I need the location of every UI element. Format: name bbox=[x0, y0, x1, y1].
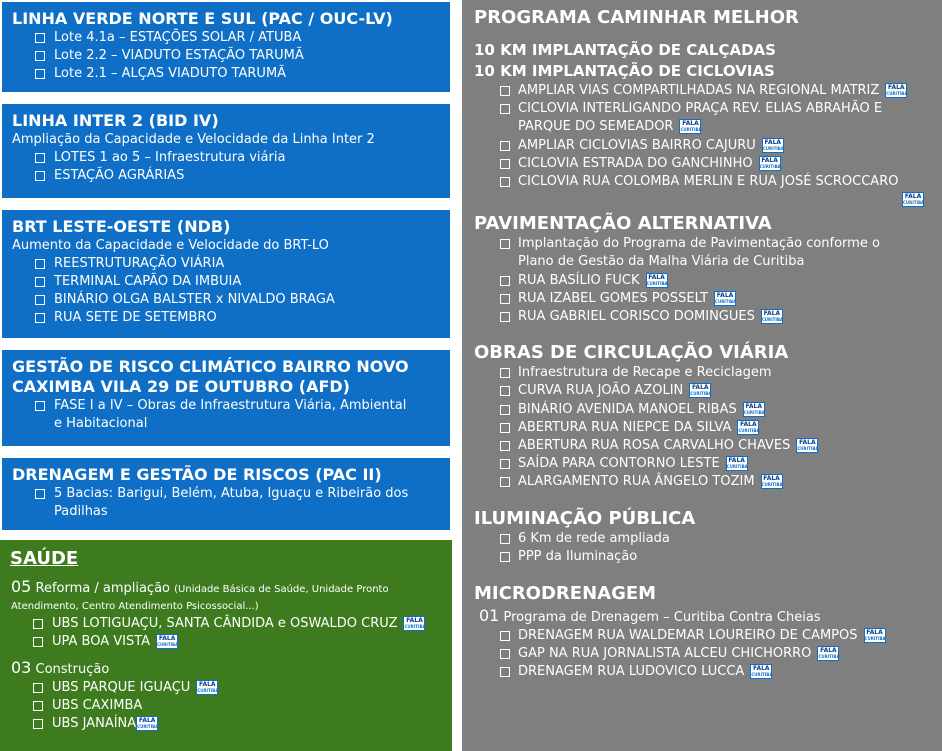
fala-curitiba-icon: FALA CURITIBA bbox=[762, 138, 784, 151]
list-item: UBS JANAÍNA FALA CURITIBA bbox=[10, 715, 442, 733]
list-item: CURVA RUA JOÃO AZOLIN FALA CURITIBA bbox=[474, 382, 932, 400]
fala-curitiba-icon: FALA CURITIBA bbox=[761, 310, 783, 323]
list-item: RUA BASÍLIO FUCK FALA CURITIBA bbox=[474, 272, 932, 290]
section-title: MICRODRENAGEM bbox=[474, 583, 657, 605]
right-column bbox=[462, 0, 942, 751]
list-item: UBS PARQUE IGUAÇU FALA CURITIBA bbox=[10, 679, 442, 697]
list-item: Implantação do Programa de Pavimentação conforme o bbox=[474, 235, 932, 253]
section-title: BRT LESTE-OESTE (NDB) bbox=[12, 217, 231, 236]
section-title: OBRAS DE CIRCULAÇÃO VIÁRIA bbox=[474, 342, 789, 364]
checkbox-icon bbox=[500, 631, 510, 641]
checkbox-icon bbox=[33, 637, 43, 647]
checkbox-icon bbox=[500, 477, 510, 487]
fala-curitiba-icon: FALA CURITIBA bbox=[726, 457, 748, 470]
fala-curitiba-icon: FALA CURITIBA bbox=[690, 384, 712, 397]
fala-curitiba-icon: FALA CURITIBA bbox=[646, 273, 668, 286]
fala-curitiba-icon: FALA CURITIBA bbox=[864, 629, 886, 642]
reforma-heading: 05 Reforma / ampliação (Unidade Básica de Saúde, Unidade Pronto bbox=[11, 577, 389, 596]
list-item-continued: PARQUE DO SEMEADOR FALA CURITIBA bbox=[518, 119, 702, 135]
list-item: Infraestrutura de Recape e Reciclagem bbox=[474, 364, 932, 382]
section-drenagem-gestao-riscos bbox=[2, 458, 450, 530]
list-item: AMPLIAR CICLOVIAS BAIRRO CAJURU FALA CURITIBA bbox=[474, 137, 932, 155]
section-linha-inter-2 bbox=[2, 104, 450, 198]
list-item: FASE I a IV – Obras de Infraestrutura Viária, Ambiental bbox=[12, 397, 440, 415]
checkbox-icon bbox=[500, 423, 510, 433]
checkbox-icon bbox=[500, 649, 510, 659]
checkbox-icon bbox=[35, 51, 45, 61]
section-title: SAÚDE bbox=[10, 548, 79, 569]
list-item: UBS CAXIMBA bbox=[10, 697, 442, 715]
fala-curitiba-icon: FALA CURITIBA bbox=[715, 291, 737, 304]
checkbox-icon bbox=[500, 368, 510, 378]
list-item: Lote 2.1 – ALÇAS VIADUTO TARUMÃ bbox=[12, 65, 440, 83]
checkbox-icon bbox=[33, 683, 43, 693]
checkbox-icon bbox=[35, 489, 45, 499]
checkbox-icon bbox=[33, 719, 43, 729]
list-item: ESTAÇÃO AGRÁRIAS bbox=[12, 167, 440, 185]
section-title-line-2: CAXIMBA VILA 29 DE OUTUBRO (AFD) bbox=[12, 377, 350, 396]
list-item: DRENAGEM RUA LUDOVICO LUCCA FALA CURITIBA bbox=[474, 663, 932, 681]
list-item: REESTRUTURAÇÃO VIÁRIA bbox=[12, 255, 440, 273]
checkbox-icon bbox=[500, 667, 510, 677]
section-saude bbox=[0, 540, 452, 751]
programa-heading: 01 Programa de Drenagem – Curitiba Contra Cheias bbox=[479, 606, 821, 626]
fala-row bbox=[474, 191, 932, 207]
checkbox-icon bbox=[35, 153, 45, 163]
section-obras-circulacao-viaria bbox=[474, 342, 932, 491]
list-item: SAÍDA PARA CONTORNO LESTE FALA CURITIBA bbox=[474, 455, 932, 473]
section-heading: 10 KM IMPLANTAÇÃO DE CALÇADAS bbox=[474, 41, 776, 59]
list-item: Lote 4.1a – ESTAÇÕES SOLAR / ATUBA bbox=[12, 29, 440, 47]
checkbox-icon bbox=[35, 277, 45, 287]
section-title-line-1: GESTÃO DE RISCO CLIMÁTICO BAIRRO NOVO bbox=[12, 357, 409, 376]
list-item: 6 Km de rede ampliada bbox=[474, 530, 932, 548]
fala-curitiba-icon: FALA CURITIBA bbox=[751, 665, 773, 678]
list-item: UPA BOA VISTA FALA CURITIBA bbox=[10, 633, 442, 651]
construcao-heading: 03 Construção bbox=[11, 658, 110, 677]
checkbox-icon bbox=[33, 619, 43, 629]
list-item: BINÁRIO AVENIDA MANOEL RIBAS FALA CURITIBA bbox=[474, 401, 932, 419]
list-item: GAP NA RUA JORNALISTA ALCEU CHICHORRO FALA CURITIBA bbox=[474, 645, 932, 663]
section-microdrenagem bbox=[474, 583, 932, 682]
checkbox-icon bbox=[35, 313, 45, 323]
checkbox-icon bbox=[500, 86, 510, 96]
section-heading: 10 KM IMPLANTAÇÃO DE CICLOVIAS bbox=[474, 62, 775, 80]
section-title: LINHA INTER 2 (BID IV) bbox=[12, 111, 219, 130]
checkbox-icon bbox=[35, 171, 45, 181]
section-title: DRENAGEM E GESTÃO DE RISCOS (PAC II) bbox=[12, 465, 382, 484]
section-subtitle: Ampliação da Capacidade e Velocidade da Linha Inter 2 bbox=[12, 132, 375, 147]
section-title: LINHA VERDE NORTE E SUL (PAC / OUC-LV) bbox=[12, 9, 393, 28]
section-iluminacao-publica bbox=[474, 508, 932, 566]
checkbox-icon bbox=[500, 104, 510, 114]
checkbox-icon bbox=[35, 401, 45, 411]
fala-curitiba-icon: FALA CURITIBA bbox=[680, 120, 702, 133]
checkbox-icon bbox=[500, 239, 510, 249]
section-brt-leste-oeste bbox=[2, 210, 450, 338]
list-item: UBS LOTIGUAÇU, SANTA CÂNDIDA e OSWALDO CRUZ FALA CURITIBA bbox=[10, 615, 442, 633]
section-title: PAVIMENTAÇÃO ALTERNATIVA bbox=[474, 213, 772, 235]
section-linha-verde bbox=[2, 2, 450, 92]
list-item: CICLOVIA INTERLIGANDO PRAÇA REV. ELIAS ABRAHÃO E bbox=[474, 100, 932, 118]
checkbox-icon bbox=[500, 141, 510, 151]
checkbox-icon bbox=[33, 701, 43, 711]
checkbox-icon bbox=[500, 312, 510, 322]
section-title: ILUMINAÇÃO PÚBLICA bbox=[474, 507, 696, 529]
checkbox-icon bbox=[500, 459, 510, 469]
fala-curitiba-icon: FALA CURITIBA bbox=[797, 439, 819, 452]
section-pavimentacao-alternativa bbox=[474, 213, 932, 326]
fala-curitiba-icon: FALA CURITIBA bbox=[903, 193, 925, 206]
checkbox-icon bbox=[35, 295, 45, 305]
section-subtitle: Aumento da Capacidade e Velocidade do BRT-LO bbox=[12, 238, 329, 253]
list-item-continued: Plano de Gestão da Malha Viária de Curitiba bbox=[518, 254, 805, 270]
list-item: DRENAGEM RUA WALDEMAR LOUREIRO DE CAMPOS FALA CURITIBA bbox=[474, 627, 932, 645]
fala-curitiba-icon: FALA CURITIBA bbox=[404, 617, 426, 629]
list-item: CICLOVIA ESTRADA DO GANCHINHO FALA CURITIBA bbox=[474, 155, 932, 173]
list-item: RUA IZABEL GOMES POSSELT FALA CURITIBA bbox=[474, 290, 932, 308]
checkbox-icon bbox=[500, 294, 510, 304]
reforma-note: Atendimento, Centro Atendimento Psicossocial...) bbox=[11, 601, 259, 612]
fala-curitiba-icon: FALA CURITIBA bbox=[197, 681, 219, 693]
section-caminhar-melhor bbox=[474, 7, 932, 207]
checkbox-icon bbox=[35, 33, 45, 43]
left-column bbox=[0, 0, 452, 751]
list-item: CICLOVIA RUA COLOMBA MERLIN E RUA JOSÉ SCROCCARO bbox=[474, 173, 932, 191]
list-item: LOTES 1 ao 5 – Infraestrutura viária bbox=[12, 149, 440, 167]
fala-curitiba-icon: FALA CURITIBA bbox=[818, 647, 840, 660]
fala-curitiba-icon: FALA CURITIBA bbox=[738, 420, 760, 433]
list-item: PPP da Iluminação bbox=[474, 548, 932, 566]
list-item-continued: Padilhas bbox=[54, 504, 108, 519]
list-item: RUA SETE DE SETEMBRO bbox=[12, 309, 440, 327]
checkbox-icon bbox=[35, 259, 45, 269]
fala-curitiba-icon: FALA CURITIBA bbox=[761, 475, 783, 488]
checkbox-icon bbox=[500, 405, 510, 415]
list-item: TERMINAL CAPÃO DA IMBUIA bbox=[12, 273, 440, 291]
list-item: BINÁRIO OLGA BALSTER x NIVALDO BRAGA bbox=[12, 291, 440, 309]
section-title: PROGRAMA CAMINHAR MELHOR bbox=[474, 7, 799, 28]
list-item: RUA GABRIEL CORISCO DOMINGUES FALA CURITIBA bbox=[474, 308, 932, 326]
list-item: ALARGAMENTO RUA ÂNGELO TOZIM FALA CURITIBA bbox=[474, 473, 932, 491]
list-item: ABERTURA RUA ROSA CARVALHO CHAVES FALA CURITIBA bbox=[474, 437, 932, 455]
fala-curitiba-icon: FALA CURITIBA bbox=[886, 84, 908, 96]
section-gestao-risco-climatico bbox=[2, 350, 450, 446]
list-item: 5 Bacias: Barigui, Belém, Atuba, Iguaçu e Ribeirão dos bbox=[12, 485, 440, 503]
checkbox-icon bbox=[35, 69, 45, 79]
checkbox-icon bbox=[500, 276, 510, 286]
checkbox-icon bbox=[500, 386, 510, 396]
checkbox-icon bbox=[500, 534, 510, 544]
checkbox-icon bbox=[500, 177, 510, 187]
checkbox-icon bbox=[500, 441, 510, 451]
list-item: Lote 2.2 – VIADUTO ESTAÇÃO TARUMÃ bbox=[12, 47, 440, 65]
list-item: ABERTURA RUA NIEPCE DA SILVA FALA CURITIBA bbox=[474, 419, 932, 437]
fala-curitiba-icon: FALA CURITIBA bbox=[137, 717, 159, 729]
fala-curitiba-icon: FALA CURITIBA bbox=[743, 402, 765, 415]
list-item-continued: e Habitacional bbox=[54, 416, 148, 431]
checkbox-icon bbox=[500, 159, 510, 169]
fala-curitiba-icon: FALA CURITIBA bbox=[759, 156, 781, 169]
checkbox-icon bbox=[500, 552, 510, 562]
fala-curitiba-icon: FALA CURITIBA bbox=[157, 635, 179, 647]
list-item: AMPLIAR VIAS COMPARTILHADAS NA REGIONAL MATRIZ FALA CURITIBA bbox=[474, 82, 932, 100]
